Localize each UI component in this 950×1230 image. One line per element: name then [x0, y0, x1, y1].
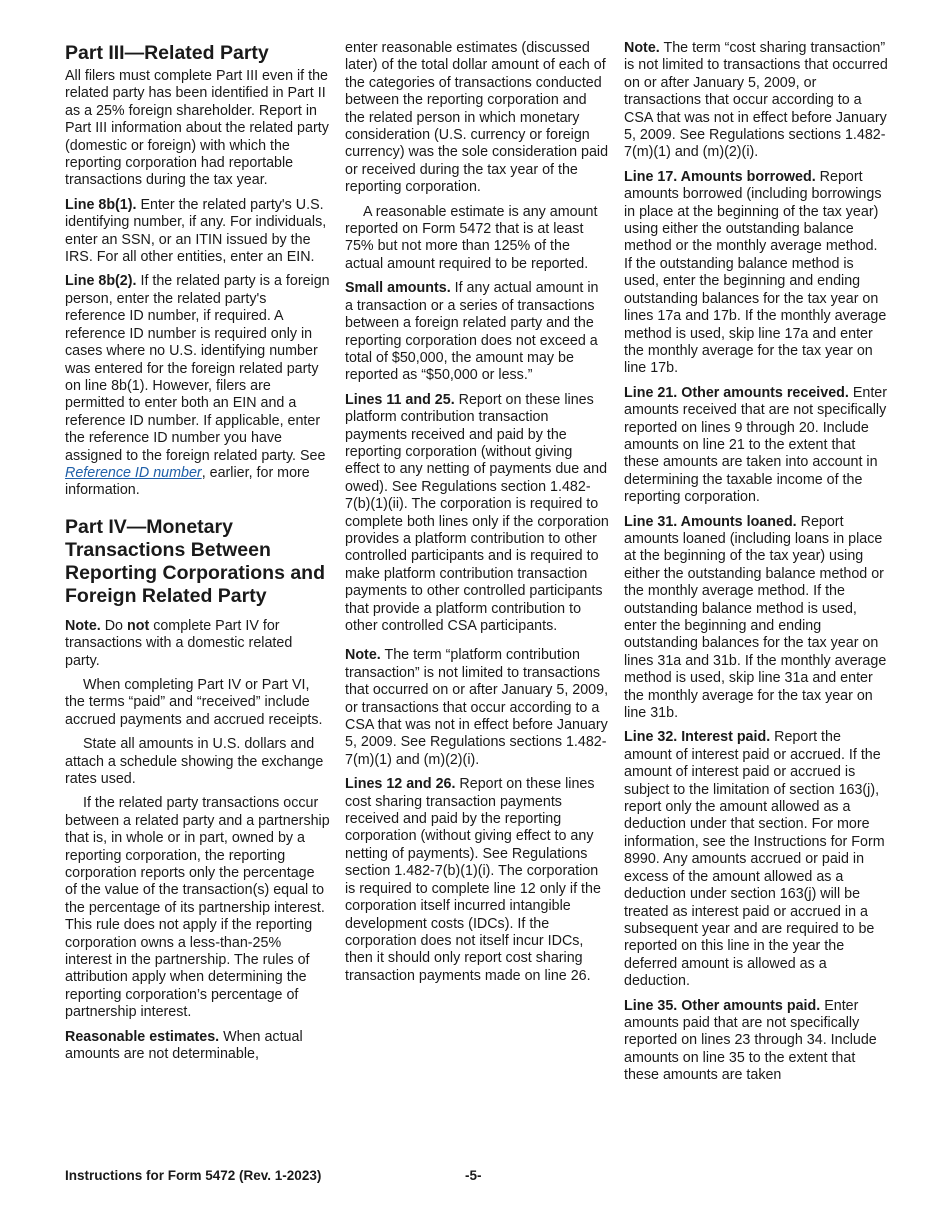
reasonable-estimates-text: When actual amounts are not determinable,	[65, 1028, 303, 1063]
platform-note	[345, 647, 610, 769]
line-17-heading: Line 17. Amounts borrowed.	[624, 168, 816, 185]
estimates-continued: enter reasonable estimates (discussed later) of the total dollar amount of each of the categories of transactions conducted between the reporting corporation and the related person in which monetary consideration (U.S. currency or foreign currency) was the sole consideration paid or received during the tax year of the reporting corporation.	[345, 40, 609, 196]
lines-12-26-text: Report on these lines cost sharing transaction payments received and paid by the reporting corporation (without giving effect to any netting of payments). See Regulations section 1.482-7(b)(1)(i). The corporation is required to complete line 12 only if the corporation itself incurred intangible development costs (IDCs). If the corporation does not itself incur IDCs, then it should only report cost sharing transaction payments made on line 26.	[345, 776, 601, 984]
line-31-paragraph	[624, 514, 889, 723]
line-31-text: Report amounts loaned (including loans in place at the beginning of the tax year) using either the outstanding balance method or the monthly average method. If the outstanding balance method is used, enter the beginning and ending outstanding balances for the tax year on lines 31a and 31b. If the monthly average method is used, skip line 31a and enter the monthly average for the tax year on line 31b.	[624, 513, 887, 722]
reasonable-estimates-paragraph	[65, 1029, 330, 1064]
reasonable-estimates-heading: Reasonable estimates.	[65, 1028, 220, 1045]
line-8b1-heading: Line 8b(1).	[65, 196, 137, 213]
line-35-heading: Line 35. Other amounts paid.	[624, 997, 821, 1014]
note-not: not	[126, 617, 150, 634]
part4-note	[65, 618, 330, 670]
note-text-b: complete Part IV for transactions with a domestic related party.	[65, 617, 293, 669]
cost-sharing-note	[624, 40, 889, 162]
reference-id-link[interactable]: Reference ID number	[65, 464, 202, 481]
note-text-a: Do	[100, 617, 127, 634]
line-8b2-tail: , earlier, for more information.	[65, 464, 310, 499]
reasonable-estimate-definition: A reasonable estimate is any amount reported on Form 5472 that is at least 75% but not more than 125% of the actual amount required to be reported.	[345, 203, 598, 272]
line-32-text: Report the amount of interest paid or accrued. If the amount of interest paid or accrued is subject to the limitation of section 163(j), report only the amount allowed as a deduction under that section. For more information, see the Instructions for Form 8990. Any amounts accrued or paid in excess of the amount allowed as a deduction under section 163(j) will be treated as interest paid or accrued in a subsequent year and are required to be reported on this line in the year the deferred amount is allowed as a deduction.	[624, 729, 885, 990]
line-32-heading: Line 32. Interest paid.	[624, 729, 771, 746]
line-8b1-paragraph	[65, 197, 330, 267]
lines-11-25-paragraph	[345, 392, 610, 636]
column-left	[65, 40, 330, 1071]
line-35-paragraph	[624, 998, 889, 1085]
us-dollars-paragraph: State all amounts in U.S. dollars and attach a schedule showing the exchange rates used.	[65, 736, 324, 787]
line-17-paragraph	[624, 169, 889, 378]
paid-received-paragraph: When completing Part IV or Part VI, the terms “paid” and “received” include accrued payments and accrued receipts.	[65, 676, 323, 728]
line-35-text: Enter amounts paid that are not specifically reported on lines 23 through 34. Include amounts on line 35 to the extent that these amounts are taken	[624, 997, 877, 1084]
part3-intro: All filers must complete Part III even if the related party has been identified in Part II as a 25% foreign shareholder. Report in Part III information about the related party (domestic or foreign) with which the reporting corporation had reportable transactions during the tax year.	[65, 68, 329, 189]
platform-note-label: Note.	[345, 647, 381, 664]
line-21-text: Enter amounts received that are not specifically reported on lines 9 through 20. Include amounts on line 21 to the extent that these amounts are taken into account in determining the taxable income of the reporting corporation.	[624, 384, 888, 506]
small-amounts-paragraph	[345, 280, 610, 384]
lines-12-26-paragraph	[345, 776, 610, 985]
line-8b2-heading: Line 8b(2).	[65, 273, 137, 290]
partnership-paragraph: If the related party transactions occur between a related party and a partnership that is, in whole or in part, owned by a reporting corporation, the reporting corporation reports only the percentage of the value of the transaction(s) equal to the percentage of its partnership interest. This rule does not apply if the reporting corporation owns a less-than-25% interest in the partnership. The rules of attribution apply when determining the reporting corporation’s percentage of partnership interest.	[65, 795, 330, 1021]
line-8b2-paragraph	[65, 273, 330, 499]
line-21-paragraph	[624, 385, 889, 507]
line-8b2-text: If the related party is a foreign person, enter the related party's reference ID number, if required. A reference ID number is required only in cases where no U.S. identifying number was entered for the foreign related party on line 8b(1). However, filers are permitted to enter both an EIN and a reference ID number. If applicable, enter the reference ID number you have assigned to the foreign related party. See	[65, 273, 330, 464]
line-8b1-text: Enter the related party's U.S. identifying number, if any. For individuals, enter an SSN, or an ITIN issued by the IRS. For all other entities, enter an EIN.	[65, 196, 327, 266]
line-21-heading: Line 21. Other amounts received.	[624, 384, 849, 401]
small-amounts-text: If any actual amount in a transaction or a series of transactions between a foreign related party and the reporting corporation does not exceed a total of $50,000, the amount may be reported as “$50,000 or less.”	[345, 280, 599, 384]
column-right	[624, 40, 889, 1092]
note-label: Note.	[65, 617, 101, 634]
cost-sharing-note-label: Note.	[624, 40, 660, 56]
part4-heading: Part IV—Monetary Transactions Between Reporting Corporations and Foreign Related Party	[65, 515, 325, 607]
column-middle	[345, 40, 610, 992]
lines-11-25-text: Report on these lines platform contribution transaction payments received and paid by the reporting corporation (without giving effect to any netting of payments due and owed). See Regulations section 1.482-7(b)(1)(ii). The corporation is required to complete both lines only if the corporation provides a platform contribution to other controlled participants and is required to make platform contribution transaction payments to other controlled participants that provide a platform contribution to other controlled CSA participants.	[345, 391, 609, 634]
part3-heading: Part III—Related Party	[65, 42, 269, 64]
line-17-text: Report amounts borrowed (including borrowings in place at the beginning of the tax year) using either the outstanding balance method or the monthly average method. If the outstanding balance method is used, enter the beginning and ending outstanding balances for the tax year on lines 17a and 17b. If the monthly average method is used, skip line 17a and enter the monthly average for the tax year on line 17b.	[624, 168, 887, 377]
footer-form-title: Instructions for Form 5472 (Rev. 1-2023)	[65, 1168, 322, 1183]
line-31-heading: Line 31. Amounts loaned.	[624, 513, 797, 530]
platform-note-text: The term “platform contribution transaction” is not limited to transactions that occurred on or after January 5, 2009, or transactions that occur according to a CSA that was not in effect before January 5, 2009. See Regulations sections 1.482-7(m)(1) and (m)(2)(i).	[345, 647, 609, 768]
lines-11-25-heading: Lines 11 and 25.	[345, 391, 455, 408]
lines-12-26-heading: Lines 12 and 26.	[345, 776, 456, 793]
line-32-paragraph	[624, 729, 889, 990]
small-amounts-heading: Small amounts.	[345, 280, 451, 297]
footer-page-number: -5-	[465, 1168, 482, 1183]
cost-sharing-note-text: The term “cost sharing transaction” is not limited to transactions that occurred on or after January 5, 2009, or transactions that occur according to a CSA that was not in effect before January 5, 2009. See Regulations sections 1.482-7(m)(1) and (m)(2)(i).	[624, 40, 888, 161]
